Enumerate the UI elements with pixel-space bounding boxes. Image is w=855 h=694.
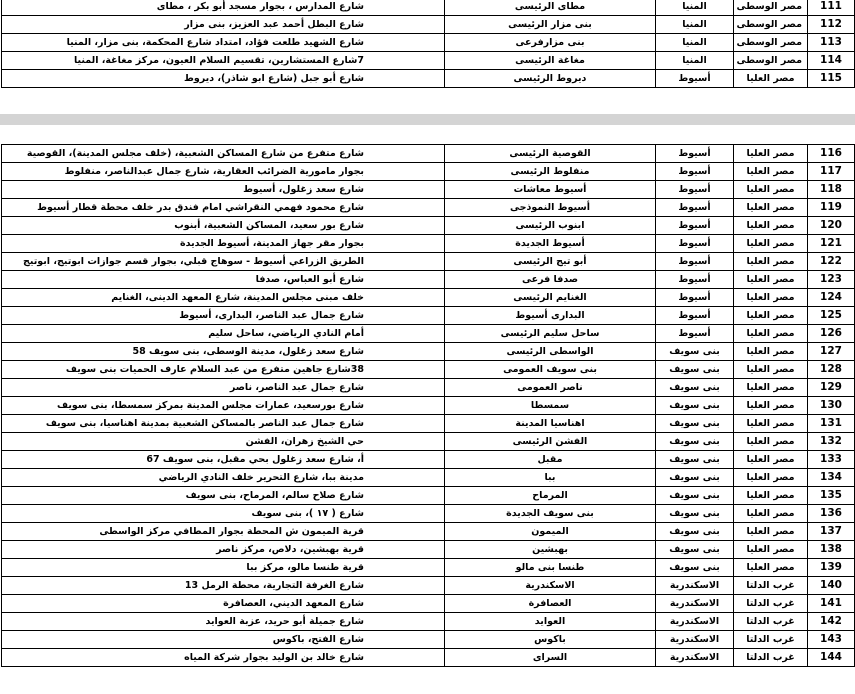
region: مصر العليا	[734, 379, 808, 397]
governorate: أسيوط	[656, 163, 734, 181]
governorate: بنى سويف	[656, 487, 734, 505]
branch-address: شارع ( ١٧ )، بنى سويف	[2, 505, 445, 523]
governorate: بنى سويف	[656, 433, 734, 451]
governorate: أسيوط	[656, 325, 734, 343]
table-row	[2, 34, 855, 52]
table-row	[2, 52, 855, 70]
region: مصر العليا	[734, 199, 808, 217]
region: غرب الدلتا	[734, 613, 808, 631]
region: غرب الدلتا	[734, 631, 808, 649]
region: مصر الوسطى	[734, 34, 808, 52]
table-row	[2, 397, 855, 415]
branch-name: السراى	[445, 649, 656, 667]
branch-name: أسيوط الجديدة	[445, 235, 656, 253]
row-number: 128	[808, 361, 855, 379]
branches-table-bottom-body	[2, 145, 855, 667]
branch-name: سمسطا	[445, 397, 656, 415]
row-number: 135	[808, 487, 855, 505]
row-number: 133	[808, 451, 855, 469]
table-row	[2, 541, 855, 559]
branch-name: بنى مزار الرئيسى	[445, 16, 656, 34]
branch-name: البدارى أسيوط	[445, 307, 656, 325]
branch-address: شارع صلاح سالم، المرماح، بنى سويف	[2, 487, 445, 505]
row-number: 120	[808, 217, 855, 235]
branch-name: منفلوط الرئيسى	[445, 163, 656, 181]
branch-address: شارع الغرفة التجارية، محطة الرمل 13	[2, 577, 445, 595]
table-row	[2, 415, 855, 433]
table-row	[2, 361, 855, 379]
branch-address: شارع المعهد الديني، العصافرة	[2, 595, 445, 613]
branch-address: 7شارع المستشارين، تقسيم السلام العيون، مركز مغاغة، المنيا	[2, 52, 445, 70]
governorate: بنى سويف	[656, 415, 734, 433]
table-row	[2, 307, 855, 325]
table-row	[2, 379, 855, 397]
region: مصر الوسطى	[734, 0, 808, 16]
branch-name: مقبل	[445, 451, 656, 469]
region: مصر العليا	[734, 217, 808, 235]
region: مصر العليا	[734, 307, 808, 325]
governorate: أسيوط	[656, 217, 734, 235]
governorate: بنى سويف	[656, 397, 734, 415]
row-number: 138	[808, 541, 855, 559]
row-number: 140	[808, 577, 855, 595]
table-row	[2, 487, 855, 505]
table-row	[2, 163, 855, 181]
region: مصر العليا	[734, 289, 808, 307]
branch-address: أ، شارع سعد زغلول بحي مقبل، بنى سويف 67	[2, 451, 445, 469]
branch-name: طنسا بنى مالو	[445, 559, 656, 577]
governorate: بنى سويف	[656, 505, 734, 523]
row-number: 119	[808, 199, 855, 217]
table-row	[2, 505, 855, 523]
branch-name: ببا	[445, 469, 656, 487]
region: مصر العليا	[734, 181, 808, 199]
governorate: الاسكندرية	[656, 595, 734, 613]
branch-name: أبو تيج الرئيسى	[445, 253, 656, 271]
branch-address: الطريق الزراعي أسيوط - سوهاج قبلي، بجوار قسم جوازات ابوتيج، ابوتيج	[2, 253, 445, 271]
branch-name: ابنوب الرئيسى	[445, 217, 656, 235]
region: مصر العليا	[734, 469, 808, 487]
governorate: بنى سويف	[656, 559, 734, 577]
table-row	[2, 631, 855, 649]
region: مصر العليا	[734, 145, 808, 163]
table-row	[2, 613, 855, 631]
row-number: 124	[808, 289, 855, 307]
branches-table-top	[1, 0, 855, 88]
governorate: أسيوط	[656, 181, 734, 199]
region: مصر الوسطى	[734, 16, 808, 34]
table-row	[2, 253, 855, 271]
row-number: 130	[808, 397, 855, 415]
region: مصر العليا	[734, 559, 808, 577]
governorate: بنى سويف	[656, 451, 734, 469]
governorate: بنى سويف	[656, 343, 734, 361]
branch-address: قرية طنسا مالو، مركز ببا	[2, 559, 445, 577]
branch-address: شارع أبو جبل (شارع ابو شاذر)، ديروط	[2, 70, 445, 88]
table-row	[2, 289, 855, 307]
branch-name: الميمون	[445, 523, 656, 541]
table-row	[2, 199, 855, 217]
section-separator	[0, 114, 855, 125]
row-number: 125	[808, 307, 855, 325]
branch-address: بجوار مامورية الضرائب العقارية، شارع جمال عبدالناصر، منفلوط	[2, 163, 445, 181]
table-row	[2, 523, 855, 541]
branch-name: بهبشين	[445, 541, 656, 559]
governorate: أسيوط	[656, 70, 734, 88]
branches-table-bottom	[1, 144, 855, 667]
region: غرب الدلتا	[734, 595, 808, 613]
branch-name: الغنايم الرئيسى	[445, 289, 656, 307]
row-number: 139	[808, 559, 855, 577]
table-row	[2, 343, 855, 361]
row-number: 136	[808, 505, 855, 523]
governorate: بنى سويف	[656, 523, 734, 541]
row-number: 117	[808, 163, 855, 181]
region: غرب الدلتا	[734, 649, 808, 667]
branch-name: مغاغة الرئيسى	[445, 52, 656, 70]
table-row	[2, 235, 855, 253]
row-number: 141	[808, 595, 855, 613]
branch-address: شارع محمود فهمي النقراشي امام فندق بدر خلف محطة قطار أسيوط	[2, 199, 445, 217]
region: مصر العليا	[734, 523, 808, 541]
branch-name: صدفا فرعى	[445, 271, 656, 289]
governorate: أسيوط	[656, 307, 734, 325]
branch-address: شارع بورسعيد، عمارات مجلس المدينة بمركز سمسطا، بنى سويف	[2, 397, 445, 415]
branch-address: شارع خالد بن الوليد بجوار شركة المياه	[2, 649, 445, 667]
branch-name: ساحل سليم الرئيسى	[445, 325, 656, 343]
branch-address: شارع سعد زغلول، مدينة الوسطى، بنى سويف 58	[2, 343, 445, 361]
governorate: أسيوط	[656, 235, 734, 253]
branch-address: شارع البطل أحمد عبد العزيز، بنى مزار	[2, 16, 445, 34]
branch-address: شارع أبو العباس، صدفا	[2, 271, 445, 289]
branch-address: قرية بهبشين، دلاص، مركز ناصر	[2, 541, 445, 559]
governorate: بنى سويف	[656, 361, 734, 379]
table-row	[2, 181, 855, 199]
row-number: 116	[808, 145, 855, 163]
governorate: أسيوط	[656, 289, 734, 307]
region: مصر العليا	[734, 253, 808, 271]
branch-address: شارع جمال عبد الناصر، البدارى، أسيوط	[2, 307, 445, 325]
governorate: الاسكندرية	[656, 577, 734, 595]
branch-name: بنى سويف الجديدة	[445, 505, 656, 523]
region: مصر العليا	[734, 343, 808, 361]
table-row	[2, 595, 855, 613]
branch-address: 38شارع جاهين متفرع من عبد السلام عارف الحميات بنى سويف	[2, 361, 445, 379]
branch-name: ناصر العمومى	[445, 379, 656, 397]
governorate: أسيوط	[656, 253, 734, 271]
branch-address: شارع المدارس ، بجوار مسجد أبو بكر ، مطاى	[2, 0, 445, 16]
row-number: 144	[808, 649, 855, 667]
branch-address: شارع الشهيد طلعت فؤاد، امتداد شارع المحكمة، بنى مزار، المنيا	[2, 34, 445, 52]
table-row	[2, 16, 855, 34]
table-row	[2, 469, 855, 487]
branch-address: شارع جميلة أبو حريد، عزبة العوايد	[2, 613, 445, 631]
region: مصر العليا	[734, 397, 808, 415]
table-row	[2, 325, 855, 343]
branch-name: بنى مزارفرعى	[445, 34, 656, 52]
governorate: بنى سويف	[656, 541, 734, 559]
branch-name: العصافرة	[445, 595, 656, 613]
row-number: 122	[808, 253, 855, 271]
branch-address: شارع جمال عبد الناصر، ناصر	[2, 379, 445, 397]
branch-address: مدينة ببا، شارع التحرير خلف النادي الرياضي	[2, 469, 445, 487]
row-number: 112	[808, 16, 855, 34]
governorate: أسيوط	[656, 199, 734, 217]
region: مصر العليا	[734, 487, 808, 505]
region: مصر العليا	[734, 325, 808, 343]
branch-name: اهناسيا المدينة	[445, 415, 656, 433]
branch-name: مطاى الرئيسى	[445, 0, 656, 16]
row-number: 118	[808, 181, 855, 199]
branches-table-top-body	[2, 0, 855, 88]
branch-name: باكوس	[445, 631, 656, 649]
region: مصر العليا	[734, 235, 808, 253]
branch-address: شارع متفرع من شارع المساكن الشعبية، (خلف مجلس المدينة)، القوصية	[2, 145, 445, 163]
region: مصر العليا	[734, 70, 808, 88]
region: مصر الوسطى	[734, 52, 808, 70]
governorate: المنيا	[656, 34, 734, 52]
branch-address: شارع الفتح، باكوس	[2, 631, 445, 649]
table-row	[2, 271, 855, 289]
governorate: بنى سويف	[656, 469, 734, 487]
row-number: 126	[808, 325, 855, 343]
row-number: 142	[808, 613, 855, 631]
region: مصر العليا	[734, 361, 808, 379]
governorate: أسيوط	[656, 271, 734, 289]
branch-address: حي الشيخ زهران، الفشن	[2, 433, 445, 451]
row-number: 134	[808, 469, 855, 487]
branch-address: بجوار مقر جهاز المدينة، أسيوط الجديدة	[2, 235, 445, 253]
region: مصر العليا	[734, 271, 808, 289]
table-row	[2, 70, 855, 88]
branch-name: أسيوط النموذجى	[445, 199, 656, 217]
region: مصر العليا	[734, 451, 808, 469]
region: مصر العليا	[734, 415, 808, 433]
branch-name: المرماح	[445, 487, 656, 505]
governorate: المنيا	[656, 52, 734, 70]
branch-name: العوايد	[445, 613, 656, 631]
table-row	[2, 577, 855, 595]
row-number: 137	[808, 523, 855, 541]
branch-name: أسيوط معاشات	[445, 181, 656, 199]
governorate: الاسكندرية	[656, 631, 734, 649]
branch-address: شارع سعد زغلول، أسيوط	[2, 181, 445, 199]
branch-name: بنى سويف العمومى	[445, 361, 656, 379]
region: مصر العليا	[734, 541, 808, 559]
governorate: الاسكندرية	[656, 649, 734, 667]
row-number: 131	[808, 415, 855, 433]
row-number: 143	[808, 631, 855, 649]
governorate: المنيا	[656, 0, 734, 16]
row-number: 111	[808, 0, 855, 16]
row-number: 123	[808, 271, 855, 289]
table-row	[2, 451, 855, 469]
branch-name: القوصية الرئيسى	[445, 145, 656, 163]
branch-name: الفشن الرئيسى	[445, 433, 656, 451]
table-row	[2, 217, 855, 235]
governorate: أسيوط	[656, 145, 734, 163]
row-number: 114	[808, 52, 855, 70]
table-row	[2, 559, 855, 577]
row-number: 132	[808, 433, 855, 451]
region: غرب الدلتا	[734, 577, 808, 595]
table-row	[2, 0, 855, 16]
branch-name: الواسطى الرئيسى	[445, 343, 656, 361]
region: مصر العليا	[734, 163, 808, 181]
branch-address: شارع بور سعيد، المساكن الشعبية، أبنوب	[2, 217, 445, 235]
table-row	[2, 433, 855, 451]
row-number: 113	[808, 34, 855, 52]
governorate: بنى سويف	[656, 379, 734, 397]
branch-address: أمام النادي الرياضي، ساحل سليم	[2, 325, 445, 343]
row-number: 115	[808, 70, 855, 88]
region: مصر العليا	[734, 505, 808, 523]
governorate: المنيا	[656, 16, 734, 34]
table-row	[2, 145, 855, 163]
branch-name: ديروط الرئيسى	[445, 70, 656, 88]
row-number: 127	[808, 343, 855, 361]
branch-address: قرية الميمون ش المحطة بجوار المطافي مركز الواسطى	[2, 523, 445, 541]
branch-address: خلف مبنى مجلس المدينة، شارع المعهد الدينى، الغنايم	[2, 289, 445, 307]
governorate: الاسكندرية	[656, 613, 734, 631]
branch-name: الاسكندرية	[445, 577, 656, 595]
region: مصر العليا	[734, 433, 808, 451]
table-row	[2, 649, 855, 667]
row-number: 129	[808, 379, 855, 397]
branch-address: شارع جمال عبد الناصر بالمساكن الشعبية بمدينة اهناسيا، بنى سويف	[2, 415, 445, 433]
row-number: 121	[808, 235, 855, 253]
